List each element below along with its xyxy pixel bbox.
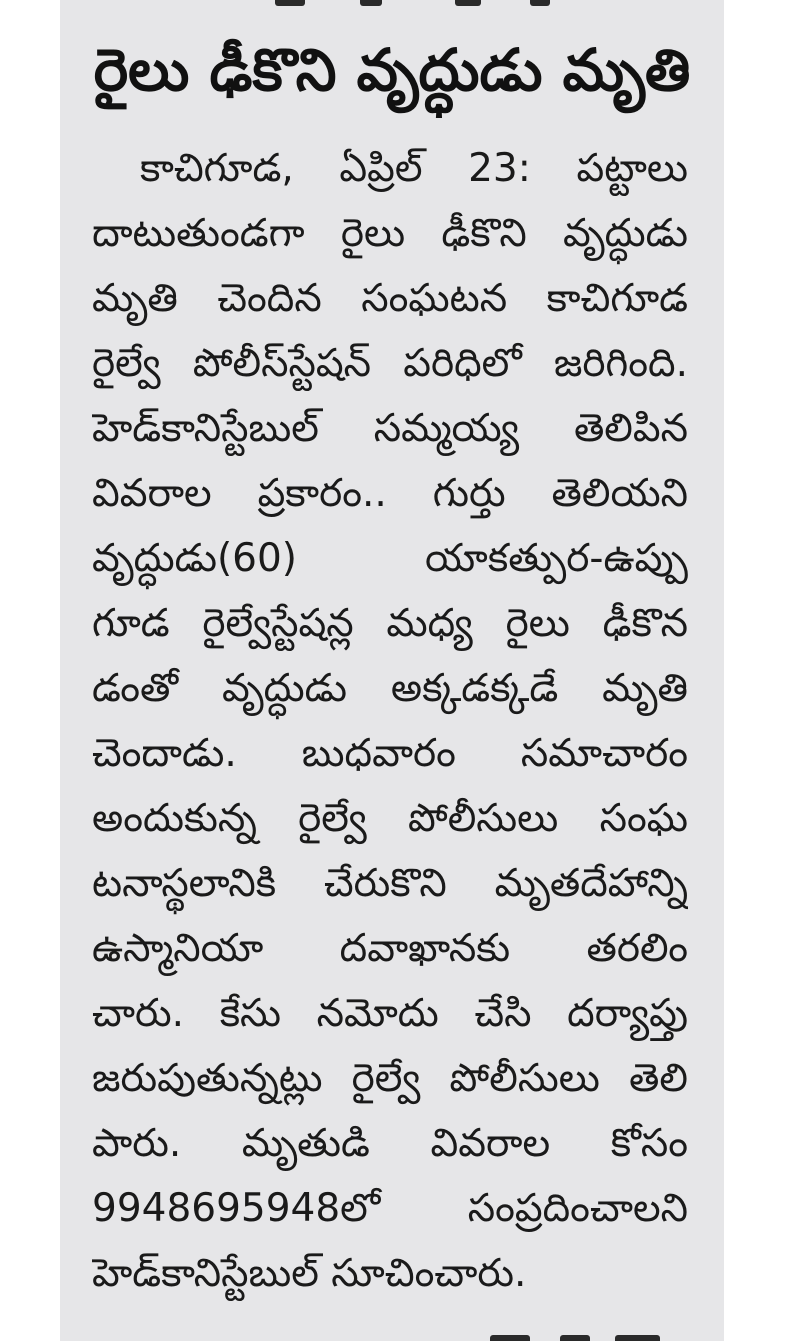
cropped-glyph-fragment [490, 1335, 530, 1341]
article-body [92, 136, 688, 1306]
newspaper-clipping [60, 0, 724, 1341]
article-line: అందుకున్న రైల్వే పోలీసులు సంఘ [92, 796, 688, 841]
article-line: హెడ్‌కానిస్టేబుల్ సమ్మయ్య తెలిపిన [92, 406, 688, 451]
article-line: మృతి చెందిన సంఘటన కాచిగూడ [92, 276, 688, 321]
cropped-glyph-fragment [530, 0, 550, 6]
article-line: ఉస్మానియా దవాఖానకు తరలిం [92, 926, 688, 971]
article-line: వృద్ధుడు(60) యాకత్పుర-ఉప్పు [92, 536, 688, 581]
article-line: హెడ్‌కానిస్టేబుల్ సూచించారు. [92, 1251, 527, 1296]
cropped-next-article-fragment [60, 1331, 724, 1341]
article-line: గూడ రైల్వేస్టేషన్ల మధ్య రైలు ఢీకొన [92, 601, 688, 646]
article-line: చెందాడు. బుధవారం సమాచారం [92, 731, 688, 776]
article-line: చారు. కేసు నమోదు చేసి దర్యాప్తు [92, 991, 688, 1036]
article-line: రైల్వే పోలీస్‌స్టేషన్ పరిధిలో జరిగింది. [92, 341, 688, 386]
cropped-glyph-fragment [360, 0, 382, 6]
article-line: టనాస్థలానికి చేరుకొని మృతదేహాన్ని [92, 861, 688, 906]
article-line: డంతో వృద్ధుడు అక్కడక్కడే మృతి [92, 666, 688, 711]
article-line: వివరాల ప్రకారం.. గుర్తు తెలియని [92, 471, 688, 516]
cropped-glyph-fragment [275, 0, 305, 6]
article-line: పారు. మృతుడి వివరాల కోసం [92, 1121, 688, 1166]
cropped-glyph-fragment [615, 1335, 660, 1341]
article-line: కాచిగూడ, ఏప్రిల్ 23: పట్టాలు [140, 146, 688, 191]
article-line: 9948695948లో సంప్రదించాలని [92, 1186, 688, 1231]
article-line: దాటుతుండగా రైలు ఢీకొని వృద్ధుడు [92, 211, 688, 256]
cropped-previous-headline-fragment [60, 0, 724, 10]
article-line: జరుపుతున్నట్లు రైల్వే పోలీసులు తెలి [92, 1056, 688, 1101]
article-headline: రైలు ఢీకొని వృద్ధుడు మృతి [93, 36, 691, 104]
cropped-glyph-fragment [560, 1335, 590, 1341]
cropped-glyph-fragment [455, 0, 481, 6]
